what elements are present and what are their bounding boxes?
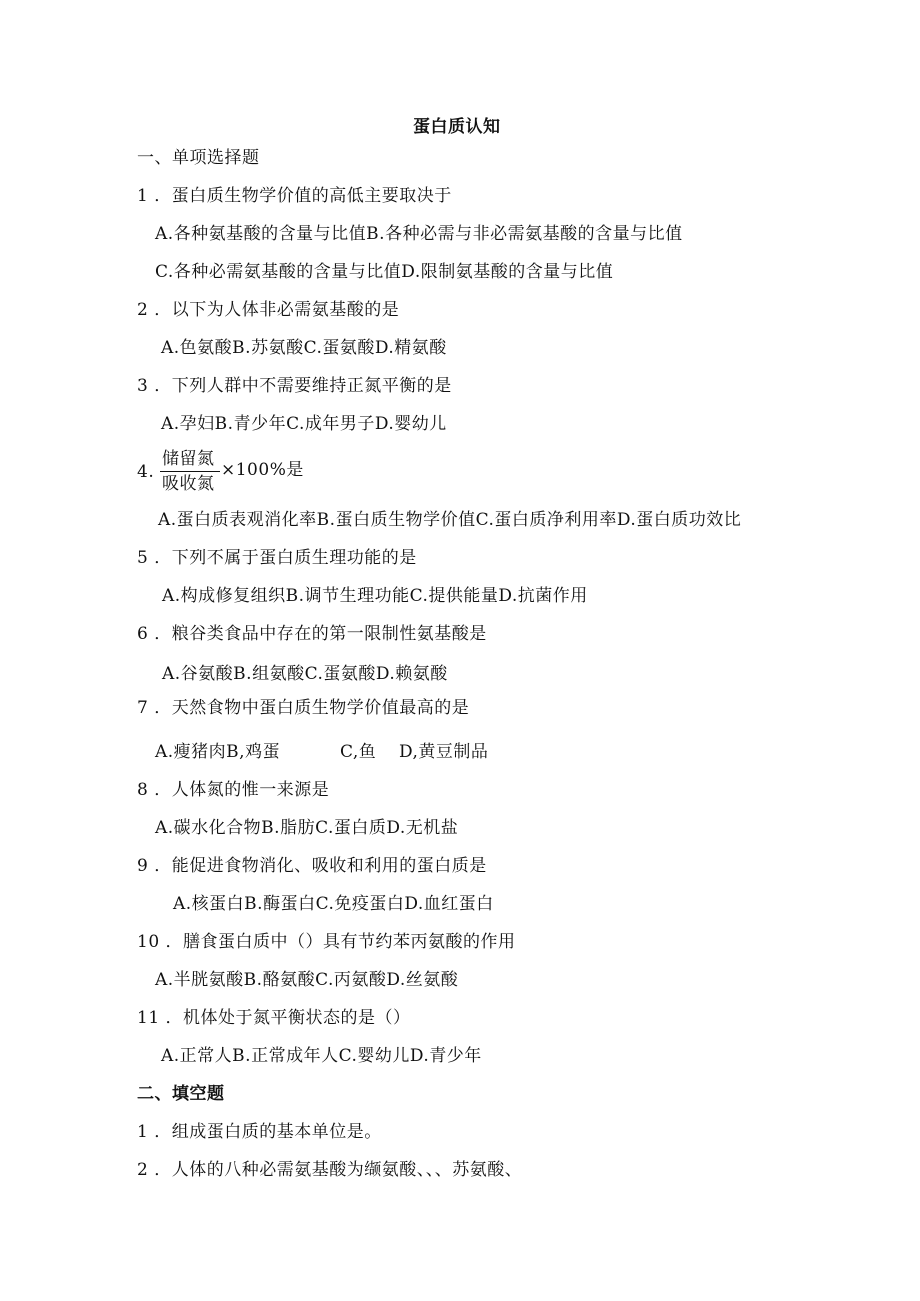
question-2-stem: 2 ．以下为人体非必需氨基酸的是: [137, 300, 400, 320]
question-5-options: A.构成修复组织B.调节生理功能C.提供能量D.抗菌作用: [162, 586, 588, 606]
question-9-stem: 9 ．能促进食物消化、吸收和利用的蛋白质是: [137, 856, 487, 876]
question-11-options: A.正常人B.正常成年人C.婴幼儿D.青少年: [161, 1046, 482, 1066]
fill-question-1: 1 ．组成蛋白质的基本单位是。: [137, 1122, 382, 1142]
question-6-stem: 6 ．粮谷类食品中存在的第一限制性氨基酸是: [137, 624, 487, 644]
question-8-stem: 8 ．人体氮的惟一来源是: [137, 780, 330, 800]
fraction-denominator: 吸收氮: [162, 474, 215, 494]
question-4-options: A.蛋白质表观消化率B.蛋白质生物学价值C.蛋白质净利用率D.蛋白质功效比: [158, 510, 742, 530]
question-7-stem: 7 ．天然食物中蛋白质生物学价值最高的是: [137, 698, 470, 718]
fraction-numerator: 储留氮: [160, 448, 220, 472]
question-4-fraction: [160, 448, 220, 495]
question-7-option-d: D,黄豆制品: [399, 742, 489, 762]
question-7-option-c: C,鱼: [340, 742, 377, 762]
question-1-options-ab: A.各种氨基酸的含量与比值B.各种必需与非必需氨基酸的含量与比值: [155, 224, 683, 244]
question-4-suffix: ×100%是: [221, 460, 304, 480]
question-4-number: 4.: [137, 462, 155, 482]
question-1-options-cd: C.各种必需氨基酸的含量与比值D.限制氨基酸的含量与比值: [155, 262, 614, 282]
question-8-options: A.碳水化合物B.脂肪C.蛋白质D.无机盐: [155, 818, 459, 838]
question-11-stem: 11 ．机体处于氮平衡状态的是（）: [137, 1008, 411, 1028]
question-1-stem: 1 ．蛋白质生物学价值的高低主要取决于: [137, 186, 452, 206]
question-10-options: A.半胱氨酸B.酪氨酸C.丙氨酸D.丝氨酸: [155, 970, 459, 990]
question-6-options: A.谷氨酸B.组氨酸C.蛋氨酸D.赖氨酸: [162, 664, 448, 684]
question-2-options: A.色氨酸B.苏氨酸C.蛋氨酸D.精氨酸: [161, 338, 447, 358]
question-3-stem: 3 ．下列人群中不需要维持正氮平衡的是: [137, 376, 452, 396]
question-7-options-ab: A.瘦猪肉B,鸡蛋: [155, 742, 281, 762]
page-title: 蛋白质认知: [413, 117, 501, 137]
question-10-stem: 10 ．膳食蛋白质中（）具有节约苯丙氨酸的作用: [137, 932, 516, 952]
question-5-stem: 5 ．下列不属于蛋白质生理功能的是: [137, 548, 417, 568]
question-9-options: A.核蛋白B.酶蛋白C.免疫蛋白D.血红蛋白: [173, 894, 494, 914]
section-heading-single-choice: 一、单项选择题: [137, 148, 260, 168]
question-3-options: A.孕妇B.青少年C.成年男子D.婴幼儿: [161, 414, 447, 434]
section-heading-fill-blank: 二、填空题: [137, 1084, 225, 1104]
fill-question-2: 2 ．人体的八种必需氨基酸为缬氨酸、、、苏氨酸、: [137, 1160, 523, 1180]
